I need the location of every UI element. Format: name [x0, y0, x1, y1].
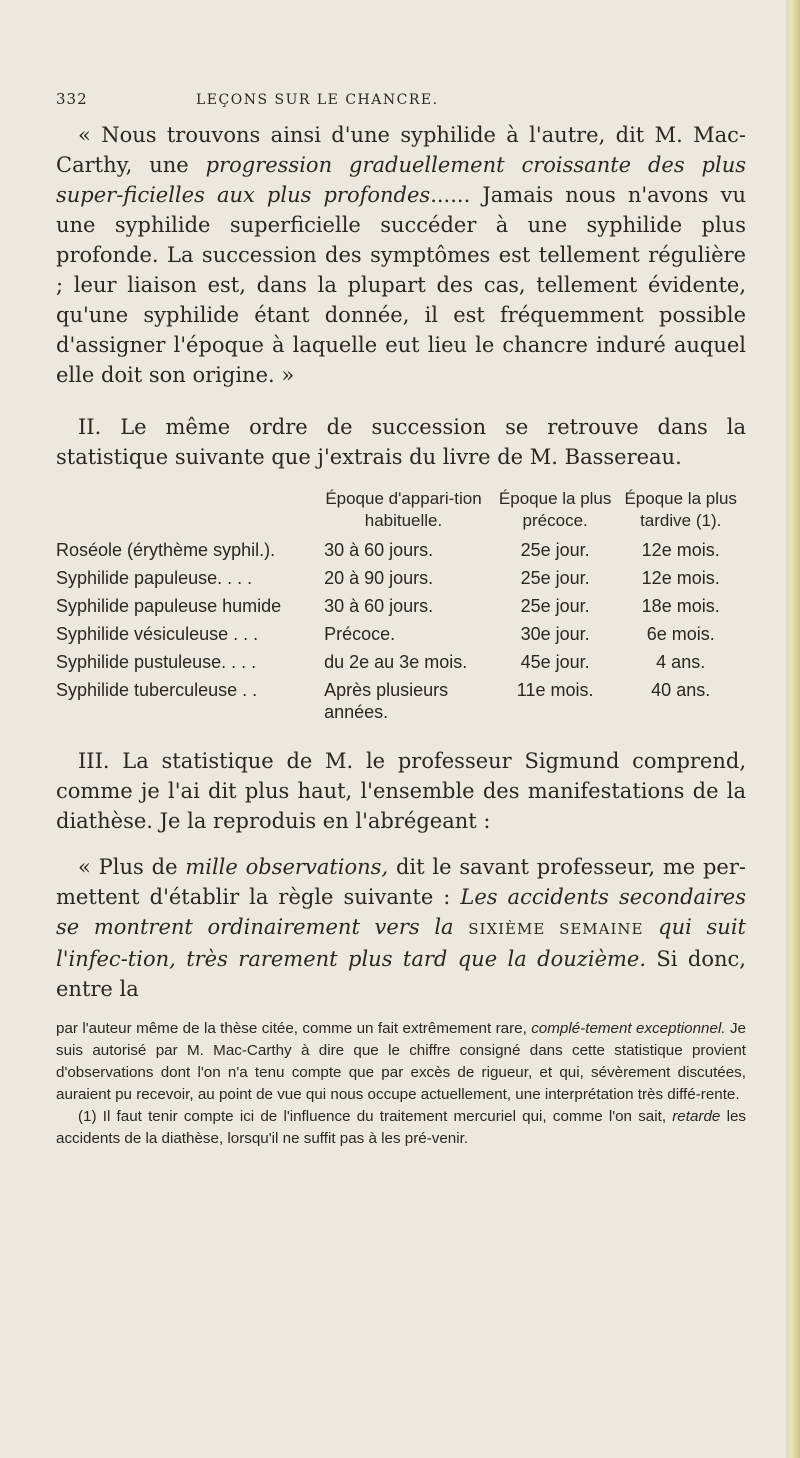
cell-earliest: 11e mois.	[516, 680, 594, 700]
cell-earliest: 25e jour.	[520, 540, 590, 560]
header-latest: Époque la plus tardive (1).	[624, 489, 737, 530]
sigmund-quote-paragraph: « Plus de mille observations, dit le savant professeur, me per-mettent d'établir la règle suivante : Les accidents secondaires se montrent ordinairement vers la SIXIÈME SEMAINE qui suit l'infec-tion, très rarement plus tard que la douzième. Si donc, entre la	[56, 855, 746, 1001]
table-row	[56, 676, 746, 726]
running-header	[56, 90, 746, 120]
row-label: Syphilide vésiculeuse . . .	[56, 624, 259, 644]
cell-latest: 12e mois.	[641, 540, 720, 560]
footnote-1: (1) Il faut tenir compte ici de l'influence du traitement mercuriel qui, comme l'on sait, retarde les accidents de la diathèse, lorsqu'il ne suffit pas à les pré-venir.	[56, 1108, 746, 1147]
running-title: LEÇONS SUR LE CHANCRE.	[196, 92, 439, 108]
cell-habitual: 30 à 60 jours.	[324, 596, 434, 616]
footnote-continuation: par l'auteur même de la thèse citée, comme un fait extrêmement rare, complé-tement exceptionnel. Je suis autorisé par M. Mac-Carthy à dire que le chiffre consigné dans cette statistique provient d'observations dont l'on n'a tenu compte que par excès de rigueur, et qui, sévèrement discutées, auraient pu recevoir, au point de vue qui nous occupe actuellement, une interprétation très diffé-rente.	[56, 1020, 746, 1103]
cell-earliest: 25e jour.	[520, 596, 590, 616]
cell-earliest: 25e jour.	[520, 568, 590, 588]
table-row	[56, 592, 746, 620]
row-label: Syphilide papuleuse. . . .	[56, 568, 253, 588]
cell-latest: 6e mois.	[646, 624, 715, 644]
cell-latest: 12e mois.	[641, 568, 720, 588]
row-label: Syphilide tuberculeuse . .	[56, 680, 258, 700]
row-label: Syphilide pustuleuse. . . .	[56, 652, 257, 672]
cell-latest: 4 ans.	[656, 652, 706, 672]
table-row	[56, 648, 746, 676]
table-header-row	[56, 488, 746, 536]
cell-earliest: 30e jour.	[520, 624, 590, 644]
cell-habitual: du 2e au 3e mois.	[324, 652, 468, 672]
header-habitual: Époque d'appari-tion habituelle.	[325, 489, 482, 530]
page-number: 332	[56, 90, 88, 108]
cell-earliest: 45e jour.	[520, 652, 590, 672]
row-label: Roséole (érythème syphil.).	[56, 540, 276, 560]
cell-habitual: 30 à 60 jours.	[324, 540, 434, 560]
cell-habitual: Après plusieurs années.	[324, 680, 449, 722]
header-earliest: Époque la plus précoce.	[498, 489, 612, 530]
section-ii-paragraph: II. Le même ordre de succession se retrouve dans la statistique suivante que j'extrais du livre de M. Bassereau.	[56, 415, 746, 469]
row-label: Syphilide papuleuse humide	[56, 596, 282, 616]
table-row	[56, 620, 746, 648]
section-iii-paragraph: III. La statistique de M. le professeur Sigmund comprend, comme je l'ai dit plus haut, l'ensemble des manifestations de la diathèse. Je la reproduis en l'abrégeant :	[56, 749, 746, 833]
book-page	[56, 90, 746, 1150]
cell-latest: 18e mois.	[641, 596, 720, 616]
cell-latest: 40 ans.	[651, 680, 711, 700]
table-header-blank	[56, 488, 312, 536]
syphilide-statistics-table	[56, 488, 746, 726]
quote-paragraph: « Nous trouvons ainsi d'une syphilide à l'autre, dit M. Mac-Carthy, une progression graduellement croissante des plus super-ficielles aux plus profondes...... Jamais nous n'avons vu une syphilide superficielle succéder à une syphilide plus profonde. La succession des symptômes est tellement régulière ; leur liaison est, dans la plupart des cas, tellement évidente, qu'une syphilide étant donnée, il est fréquemment possible d'assigner l'époque à laquelle eut lieu le chancre induré auquel elle doit son origine. »	[56, 123, 746, 387]
cell-habitual: Précoce.	[324, 624, 396, 644]
table-row	[56, 564, 746, 592]
page-edge	[786, 0, 800, 1458]
table-row	[56, 536, 746, 564]
cell-habitual: 20 à 90 jours.	[324, 568, 434, 588]
